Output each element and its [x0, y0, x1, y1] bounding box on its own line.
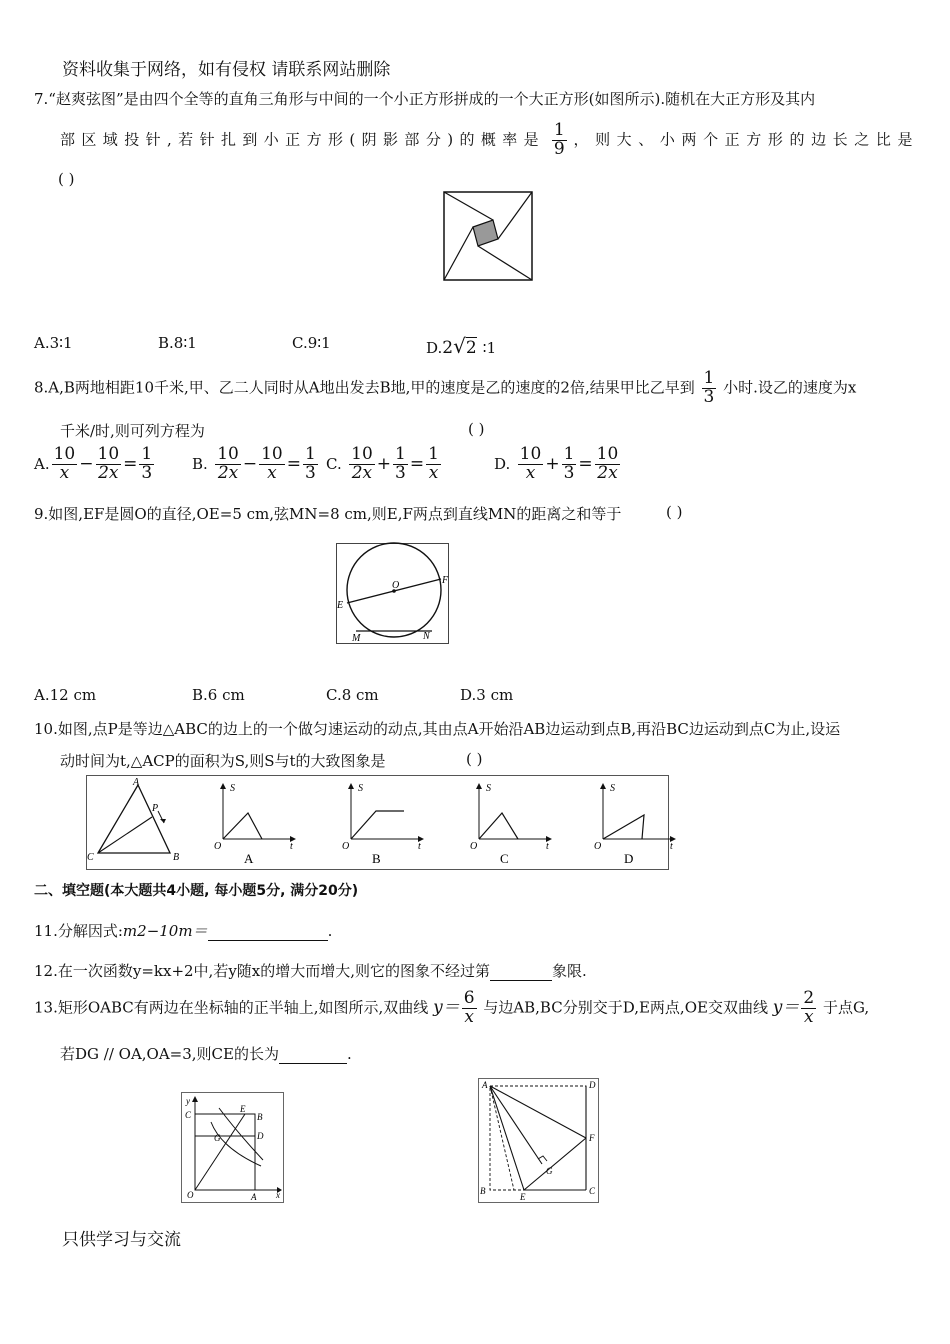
q8-option-d-label: D.	[494, 454, 511, 473]
fig1-label-c: C	[185, 1110, 192, 1120]
q9-option-d: D.3 cm	[460, 686, 514, 704]
q12-end: 象限.	[552, 962, 587, 980]
q10-figure-strip	[86, 775, 673, 871]
q13-line1a: 13.矩形OABC有两边在坐标轴的正半轴上,如图所示,双曲线	[34, 998, 429, 1017]
label-n: N	[423, 631, 430, 642]
q13-y-eq-1: y＝	[433, 997, 460, 1018]
q13-line1b: 与边AB,BC分别交于D,E两点,OE交双曲线	[483, 998, 768, 1017]
q9-paren: ( )	[666, 503, 683, 521]
q8-option-c-label: C.	[326, 454, 342, 473]
q7-line1: 7.“赵爽弦图”是由四个全等的直角三角形与中间的一个小正方形拼成的一个大正方形(如图所示).随机在大正方形及其内	[34, 90, 816, 108]
q8-paren: ( )	[468, 420, 485, 438]
fig1-label-b: B	[257, 1112, 263, 1122]
q8-option-b-label: B.	[192, 454, 208, 473]
page-footer: 只供学习与交流	[62, 1230, 181, 1250]
q13-fraction-6-x: $\frac{6}{x}$	[463, 988, 475, 1027]
axis-t: t	[418, 841, 421, 852]
axis-o: O	[594, 841, 602, 852]
fraction: $\frac{10}{x}$	[519, 444, 542, 483]
fig2-label-e: E	[520, 1192, 526, 1202]
graph-label-d: D	[624, 851, 634, 866]
q13-square-fold-figure	[478, 1078, 600, 1204]
q9-option-a: A.12 cm	[34, 686, 97, 704]
fig1-label-x: x	[276, 1190, 280, 1200]
q8-line1a: 8.A,B两地相距10千米,甲、乙二人同时从A地出发去B地,甲的速度是乙的速度的2倍,结果甲比乙早到	[34, 378, 695, 397]
graph-label-c: C	[500, 851, 509, 866]
axis-t: t	[546, 841, 549, 852]
q13-y-eq-2: y＝	[772, 997, 800, 1018]
fraction: $\frac{10}{2x}$	[97, 444, 120, 483]
q7-option-d	[426, 334, 496, 358]
fraction: $\frac{1}{3}$	[141, 444, 153, 483]
fraction: $\frac{1}{3}$	[395, 444, 406, 483]
q11-end: .	[327, 922, 333, 940]
fraction: $\frac{10}{2x}$	[217, 444, 239, 483]
q7-option-d-radicand: 2	[465, 338, 477, 358]
q7-option-d-ratio: ∶1	[482, 339, 497, 357]
page-header: 资料收集于网络，如有侵权 请联系网站删除	[62, 60, 391, 80]
graph-label-b: B	[372, 851, 381, 866]
q12-answer-blank[interactable]	[490, 962, 552, 981]
q13-line1c: 于点G,	[822, 998, 870, 1017]
fraction: $\frac{10}{x}$	[261, 444, 283, 483]
axis-s: S	[230, 783, 235, 794]
q13-line1	[34, 990, 869, 1027]
sqrt-sign: √	[453, 334, 466, 358]
q9-text: 9.如图,EF是圆O的直径,OE=5 cm,弦MN=8 cm,则E,F两点到直线MN的距离之和等于	[34, 505, 622, 523]
q12	[34, 960, 587, 981]
q8-time-fraction: $\frac{1}{3}$	[703, 368, 715, 407]
q8-option-a: A. $\frac{10}{x}$ − $\frac{10}{2x}$ = $\frac{1}{3}$	[34, 444, 153, 483]
q7-option-a: A.3∶1	[34, 334, 73, 352]
q11-answer-blank[interactable]	[208, 922, 328, 941]
fig2-label-g: G	[546, 1166, 553, 1176]
q7-option-c: C.9∶1	[292, 334, 331, 352]
axis-s: S	[358, 783, 363, 794]
fig2-label-c: C	[589, 1186, 596, 1196]
q12-text: 12.在一次函数y=kx+2中,若y随x的增大而增大,则它的图象不经过第	[34, 962, 491, 980]
q8-line1b: 小时.设乙的速度为x	[723, 378, 857, 397]
axis-o: O	[470, 841, 478, 852]
q7-line2a: 部区域投针,若针扎到小正方形(阴影部分)的概率是	[60, 130, 546, 149]
fraction: $\frac{1}{3}$	[304, 444, 316, 483]
fraction: $\frac{10}{x}$	[53, 444, 76, 483]
fraction: $\frac{1}{x}$	[428, 444, 439, 483]
axis-s: S	[610, 783, 615, 794]
q8-option-c: C. $\frac{10}{2x}$ + $\frac{1}{3}$ = $\frac{1}{x}$	[326, 444, 439, 483]
graph-label-a: A	[244, 851, 254, 866]
tri-label-b: B	[173, 852, 180, 863]
fig2-label-a: A	[482, 1080, 488, 1090]
q11	[34, 920, 332, 941]
label-f: F	[442, 575, 449, 586]
q9-circle-figure	[336, 543, 450, 645]
fig2-label-b: B	[480, 1186, 486, 1196]
q9-option-b: B.6 cm	[192, 686, 245, 704]
q8-line1	[34, 370, 856, 407]
q7-prob-fraction: $\frac{1}{9}$	[553, 120, 565, 159]
fraction: $\frac{10}{2x}$	[596, 444, 619, 483]
fig1-label-g: G	[214, 1133, 221, 1143]
q7-line2b: ，则大、小两个正方形的边长之比是	[573, 130, 920, 149]
fig2-label-f: F	[589, 1133, 595, 1143]
fig1-label-e: E	[240, 1104, 246, 1114]
q11-expr: m2−10m＝	[122, 922, 208, 940]
q10-line2: 动时间为t,△ACP的面积为S,则S与t的大致图象是	[60, 752, 386, 770]
q13-line2	[60, 1043, 352, 1064]
axis-o: O	[214, 841, 222, 852]
label-m: M	[352, 633, 361, 644]
q7-zhaoshuang-figure	[440, 190, 536, 282]
fraction: $\frac{10}{2x}$	[351, 444, 373, 483]
tri-label-c: C	[87, 852, 94, 863]
label-o: O	[392, 580, 400, 591]
axis-o: O	[342, 841, 350, 852]
q7-option-d-coef: 2	[442, 338, 454, 358]
q9-option-c: C.8 cm	[326, 686, 379, 704]
q10-paren: ( )	[466, 750, 483, 768]
q8-option-d: D. $\frac{10}{x}$ + $\frac{1}{3}$ = $\frac{10}{2x}$	[494, 444, 619, 483]
label-e: E	[337, 600, 344, 611]
q7-paren: ( )	[58, 170, 75, 188]
fig1-label-y: y	[186, 1096, 190, 1106]
q13-line2-text: 若DG // OA,OA=3,则CE的长为	[60, 1045, 279, 1063]
axis-t: t	[290, 841, 293, 852]
axis-s: S	[486, 783, 491, 794]
q8-option-b: B. $\frac{10}{2x}$ − $\frac{10}{x}$ = $\frac{1}{3}$	[192, 444, 316, 483]
fig1-label-d: D	[257, 1131, 264, 1141]
tri-label-p: P	[152, 803, 159, 814]
fig1-label-o: O	[187, 1190, 194, 1200]
q7-line2	[60, 122, 919, 159]
q13-coordinate-figure	[181, 1092, 285, 1204]
fraction: $\frac{1}{3}$	[563, 444, 575, 483]
fig1-label-a: A	[251, 1192, 257, 1202]
q8-line2: 千米/时,则可列方程为	[60, 422, 205, 440]
q7-option-b: B.8∶1	[158, 334, 197, 352]
q13-answer-blank[interactable]	[279, 1045, 347, 1064]
q10-line1: 10.如图,点P是等边△ABC的边上的一个做匀速运动的动点,其由点A开始沿AB边运动到点B,再沿BC边运动到点C为止,设运	[34, 720, 841, 738]
axis-t: t	[670, 841, 673, 852]
fig2-label-d: D	[589, 1080, 596, 1090]
q7-option-d-label: D.	[426, 339, 443, 357]
q11-text: 11.分解因式:	[34, 922, 123, 940]
section-2-heading: 二、填空题(本大题共4小题, 每小题5分, 满分20分)	[34, 883, 359, 899]
q13-fraction-2-x: $\frac{2}{x}$	[803, 988, 815, 1027]
q8-option-a-label: A.	[34, 454, 50, 473]
q13-end: .	[347, 1045, 352, 1063]
tri-label-a: A	[133, 777, 140, 788]
